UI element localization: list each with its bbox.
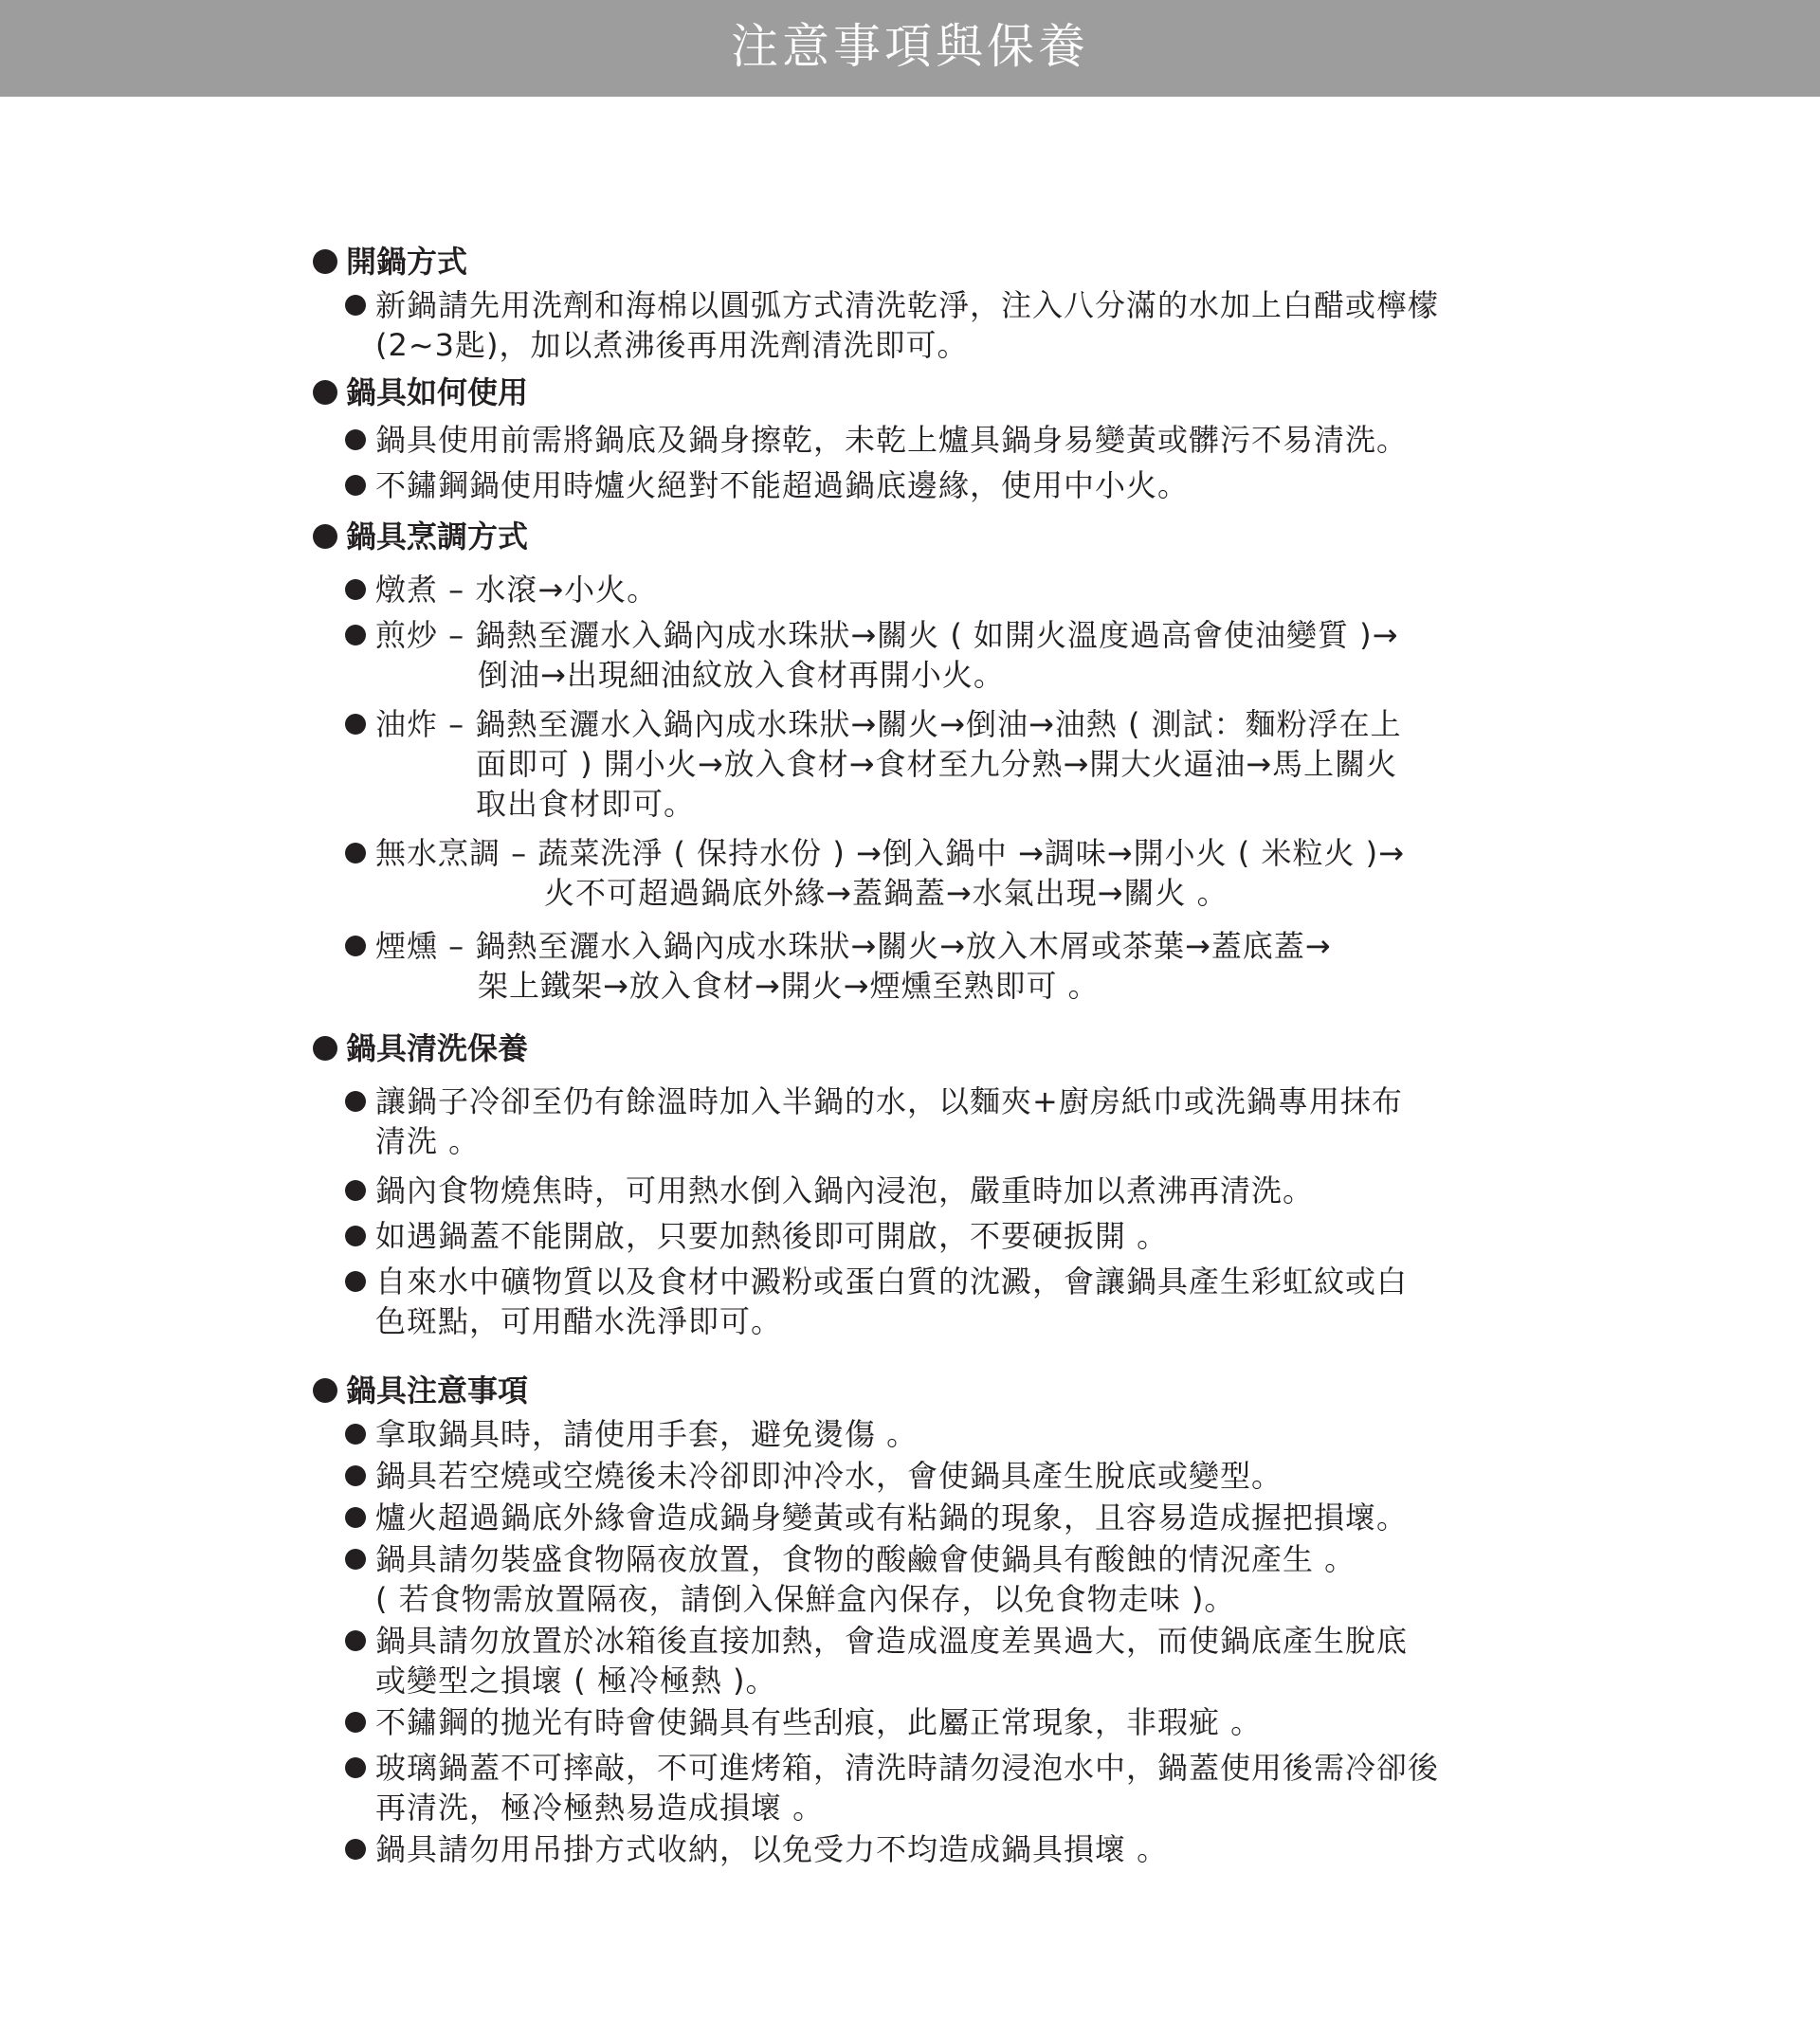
bullet-icon — [345, 843, 366, 864]
bullet-icon — [345, 1757, 366, 1778]
list-item — [345, 704, 1545, 824]
bullet-icon — [345, 1507, 366, 1528]
header-bar — [0, 0, 1820, 97]
bullet-icon — [313, 380, 337, 405]
bullet-icon — [345, 579, 366, 600]
list-item — [345, 1414, 1545, 1454]
bullet-icon — [313, 1036, 337, 1061]
list-item — [345, 1829, 1545, 1869]
list-item — [345, 615, 1545, 695]
bullet-icon — [345, 625, 366, 645]
item-line: 讓鍋子冷卻至仍有餘溫時加入半鍋的水，以麵夾+廚房紙巾或洗鍋專用抹布 — [375, 1083, 1403, 1119]
item-line: 燉煮 – 水滾→小火。 — [375, 572, 659, 608]
item-line: 鍋具請勿用吊掛方式收納，以免受力不均造成鍋具損壞 。 — [375, 1831, 1169, 1867]
item-line: 倒油→出現細油紋放入食材再開小火。 — [478, 657, 1005, 693]
section-heading — [313, 1028, 1545, 1072]
item-line: 火不可超過鍋底外緣→蓋鍋蓋→水氣出現→關火 。 — [544, 875, 1228, 911]
item-line: 玻璃鍋蓋不可摔敲，不可進烤箱，清洗時請勿浸泡水中，鍋蓋使用後需冷卻後 — [375, 1750, 1440, 1786]
list-item — [345, 1171, 1545, 1210]
section-cleaning — [313, 1028, 1545, 1341]
item-line: 鍋內食物燒焦時，可用熱水倒入鍋內浸泡，嚴重時加以煮沸再清洗。 — [375, 1173, 1315, 1209]
section-title: 開鍋方式 — [346, 244, 468, 280]
list-item — [345, 1216, 1545, 1256]
item-line: 取出食材即可。 — [476, 786, 696, 822]
item-line: 清洗 。 — [375, 1123, 481, 1159]
item-line: 不鏽鋼的拋光有時會使鍋具有些刮痕，此屬正常現象，非瑕疵 。 — [375, 1704, 1263, 1740]
list-item — [345, 1702, 1545, 1742]
bullet-icon — [345, 936, 366, 956]
item-line: ( 若食物需放置隔夜，請倒入保鮮盒內保存，以免食物走味 )。 — [375, 1581, 1236, 1617]
item-line: 架上鐵架→放入食材→開火→煙燻至熟即可 。 — [478, 968, 1100, 1004]
item-line: 爐火超過鍋底外緣會造成鍋身變黃或有粘鍋的現象，且容易造成握把損壞。 — [375, 1500, 1409, 1536]
bullet-icon — [345, 1465, 366, 1486]
bullet-icon — [345, 714, 366, 735]
list-item — [345, 285, 1545, 365]
bullet-icon — [345, 1839, 366, 1860]
item-line: 油炸 – 鍋熱至灑水入鍋內成水珠狀→關火→倒油→油熱 ( 測試：麵粉浮在上 — [375, 706, 1402, 742]
bullet-icon — [345, 1630, 366, 1651]
list-item — [345, 465, 1545, 505]
bullet-icon — [313, 249, 337, 274]
bullet-icon — [345, 1424, 366, 1445]
bullet-icon — [345, 1091, 366, 1112]
bullet-icon — [345, 1271, 366, 1292]
bullet-icon — [313, 524, 337, 549]
list-item — [345, 926, 1545, 1006]
item-line: 無水烹調 – 蔬菜洗淨 ( 保持水份 ) →倒入鍋中 →調味→開小火 ( 米粒火 )→ — [375, 835, 1405, 871]
list-item — [345, 833, 1545, 913]
list-item — [345, 420, 1545, 460]
section-heading — [313, 1371, 1545, 1414]
list-item — [345, 1621, 1545, 1700]
section-title: 鍋具清洗保養 — [346, 1030, 529, 1066]
item-line: 或變型之損壞 ( 極冷極熱 )。 — [375, 1663, 777, 1699]
item-line: 鍋具使用前需將鍋底及鍋身擦乾，未乾上爐具鍋身易變黃或髒污不易清洗。 — [375, 422, 1409, 458]
list-item — [345, 1456, 1545, 1496]
list-item — [345, 1539, 1545, 1619]
item-line: 不鏽鋼鍋使用時爐火絕對不能超過鍋底邊緣，使用中小火。 — [375, 467, 1190, 503]
list-item — [345, 1748, 1545, 1827]
item-line: 自來水中礦物質以及食材中澱粉或蛋白質的沈澱，會讓鍋具產生彩虹紋或白 — [375, 1264, 1409, 1300]
list-item — [345, 1498, 1545, 1537]
bullet-icon — [345, 429, 366, 450]
section-title: 鍋具如何使用 — [346, 374, 529, 410]
item-line: 再清洗，極冷極熱易造成損壞 。 — [375, 1790, 825, 1826]
bullet-icon — [345, 475, 366, 496]
bullet-icon — [345, 1712, 366, 1733]
item-line: 鍋具請勿放置於冰箱後直接加熱，會造成溫度差異過大，而使鍋底產生脫底 — [375, 1623, 1409, 1659]
section-usage — [313, 373, 1545, 505]
list-item — [345, 1262, 1545, 1341]
section-heading — [313, 517, 1545, 560]
section-opening — [313, 242, 1545, 365]
item-line: 如遇鍋蓋不能開啟，只要加熱後即可開啟，不要硬扳開 。 — [375, 1218, 1169, 1254]
item-line: 面即可 ) 開小火→放入食材→食材至九分熟→開大火逼油→馬上關火 — [476, 746, 1398, 782]
item-line: 新鍋請先用洗劑和海棉以圓弧方式清洗乾淨，注入八分滿的水加上白醋或檸檬 — [375, 287, 1440, 323]
section-heading — [313, 373, 1545, 416]
bullet-icon — [345, 1549, 366, 1570]
bullet-icon — [345, 1226, 366, 1246]
item-line: 拿取鍋具時，請使用手套，避免燙傷 。 — [375, 1416, 919, 1452]
section-title: 鍋具烹調方式 — [346, 518, 529, 554]
section-title: 鍋具注意事項 — [346, 1373, 529, 1409]
list-item — [345, 570, 1545, 609]
section-heading — [313, 242, 1545, 285]
item-line: 鍋具請勿裝盛食物隔夜放置，食物的酸鹼會使鍋具有酸蝕的情況產生 。 — [375, 1541, 1356, 1577]
item-line: 鍋具若空燒或空燒後未冷卻即沖冷水，會使鍋具產生脫底或變型。 — [375, 1458, 1283, 1494]
item-line: 煎炒 – 鍋熱至灑水入鍋內成水珠狀→關火 ( 如開火溫度過高會使油變質 )→ — [375, 617, 1399, 653]
section-precautions — [313, 1371, 1545, 1869]
bullet-icon — [313, 1378, 337, 1403]
list-item — [345, 1082, 1545, 1161]
page-title: 注意事項與保養 — [731, 19, 1089, 74]
section-cooking — [313, 517, 1545, 1006]
item-line: (2~3匙)，加以煮沸後再用洗劑清洗即可。 — [375, 327, 969, 363]
bullet-icon — [345, 1180, 366, 1201]
bullet-icon — [345, 295, 366, 316]
item-line: 煙燻 – 鍋熱至灑水入鍋內成水珠狀→關火→放入木屑或茶葉→蓋底蓋→ — [375, 928, 1332, 964]
item-line: 色斑點，可用醋水洗淨即可。 — [375, 1303, 783, 1339]
